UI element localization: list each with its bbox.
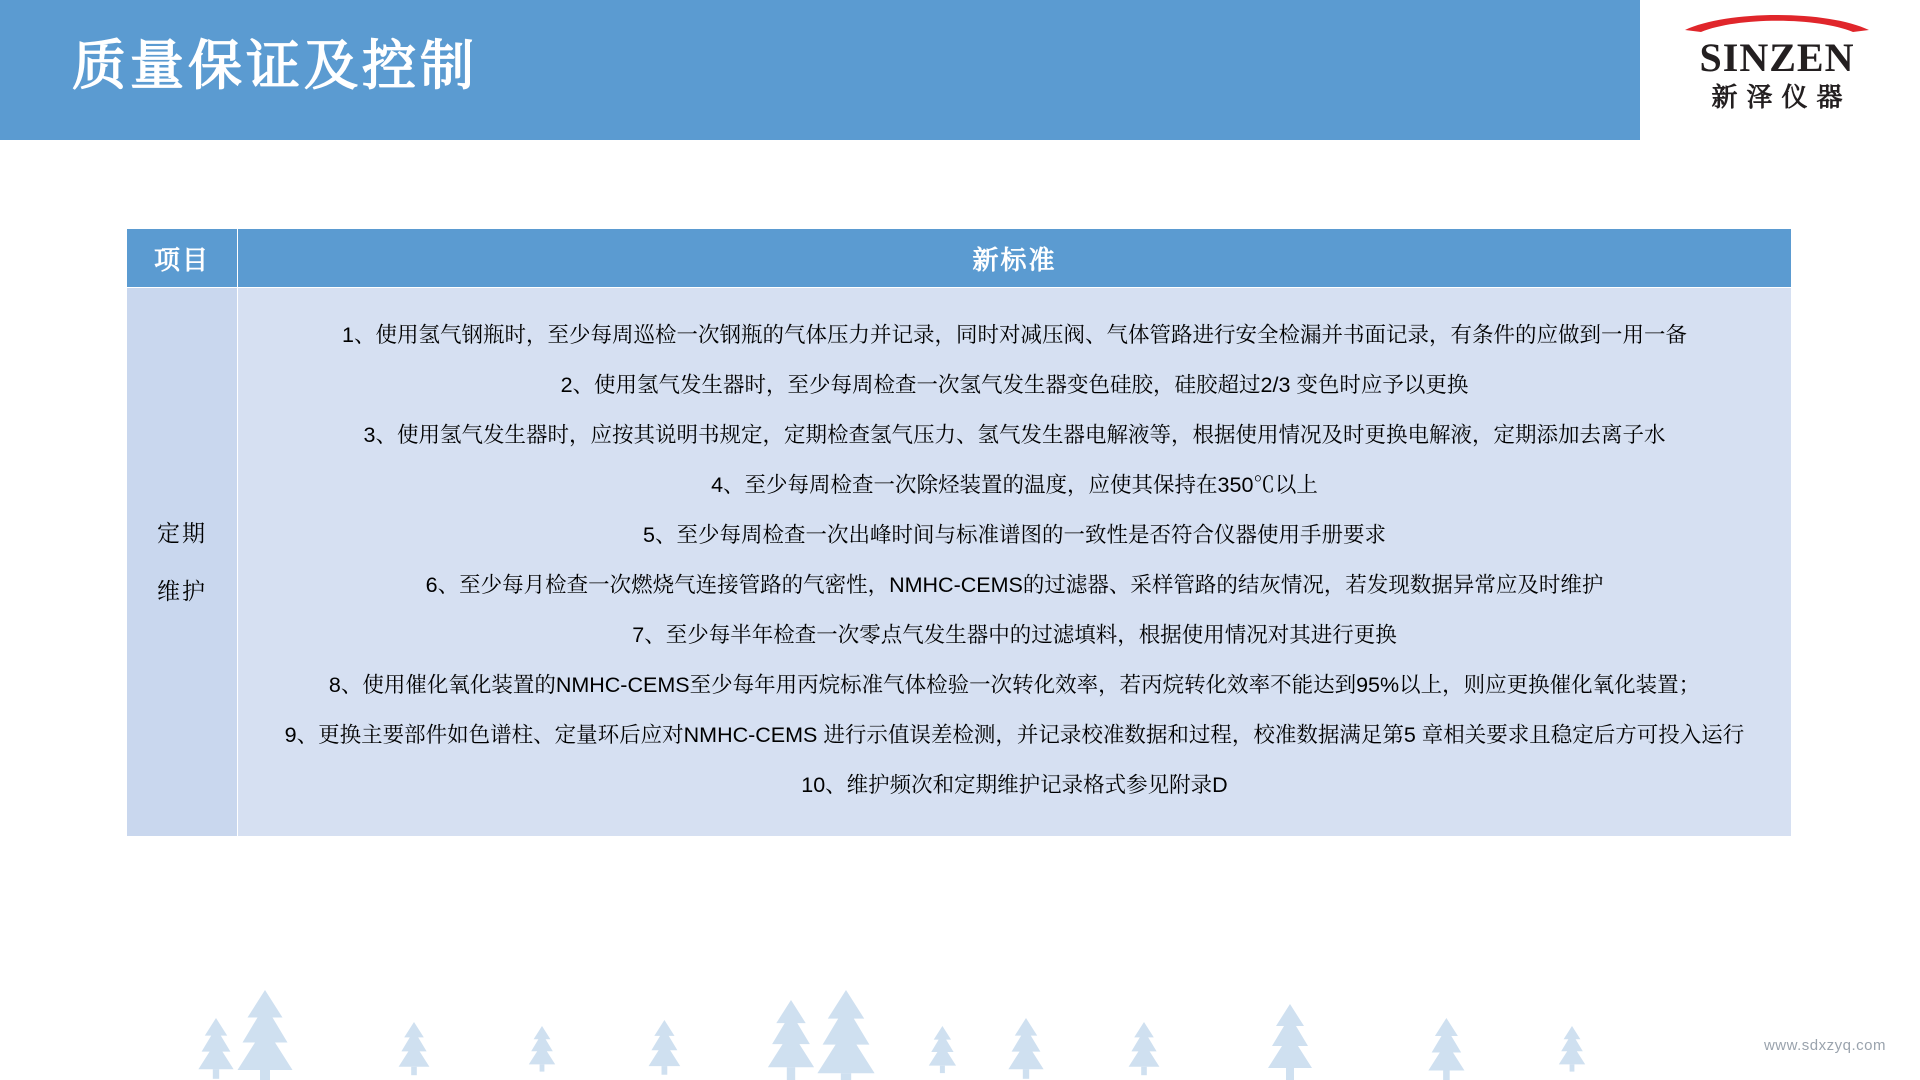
brand-logo (1640, 0, 1920, 140)
list-item: 8、使用催化氧化装置的NMHC-CEMS至少每年用丙烷标准气体检验一次转化效率，若丙烷转化效率不能达到95%以上，则应更换催化氧化装置； (328, 673, 1701, 697)
list-item: 3、使用氢气发生器时，应按其说明书规定，定期检查氢气压力、氢气发生器电解液等，根据使用情况及时更换电解液，定期添加去离子水 (363, 423, 1666, 447)
list-item: 10、维护频次和定期维护记录格式参见附录D (801, 773, 1228, 797)
list-item: 1、使用氢气钢瓶时，至少每周巡检一次钢瓶的气体压力并记录，同时对减压阀、气体管路进行安全检漏并书面记录，有条件的应做到一用一备 (342, 323, 1687, 347)
list-item: 6、至少每月检查一次燃烧气连接管路的气密性，NMHC-CEMS的过滤器、采样管路的结灰情况，若发现数据异常应及时维护 (425, 573, 1604, 597)
list-item: 5、至少每周检查一次出峰时间与标准谱图的一致性是否符合仪器使用手册要求 (643, 523, 1386, 547)
standards-table (126, 228, 1792, 837)
logo-name: SINZEN (1699, 35, 1855, 80)
site-url: www.sdxzyq.com (1763, 1037, 1886, 1054)
list-item: 4、至少每周检查一次除烃装置的温度，应使其保持在350℃以上 (711, 473, 1318, 497)
row-label-line-2: 维护 (157, 578, 207, 604)
list-item: 9、更换主要部件如色谱柱、定量环后应对NMHC-CEMS 进行示值误差检测，并记录校准数据和过程，校准数据满足第5 章相关要求且稳定后方可投入运行 (284, 723, 1745, 747)
column-header-item: 项目 (127, 229, 238, 288)
logo-swoosh-icon (1662, 8, 1892, 34)
row-label-line-1: 定期 (157, 520, 207, 546)
row-label-maintenance (127, 288, 238, 837)
list-item: 2、使用氢气发生器时，至少每周检查一次氢气发生器变色硅胶，硅胶超过2/3 变色时应予以更换 (560, 373, 1469, 397)
table-row (127, 288, 1792, 837)
table-header-row (127, 229, 1792, 288)
list-item: 7、至少每半年检查一次零点气发生器中的过滤填料，根据使用情况对其进行更换 (632, 623, 1397, 647)
column-header-standard: 新标准 (238, 229, 1792, 288)
row-content-maintenance (238, 288, 1792, 837)
tree-decoration-icon (0, 960, 1920, 1080)
page-title: 质量保证及控制 (72, 36, 478, 96)
header-bar (0, 0, 1640, 140)
logo-subtitle: 新泽仪器 (1711, 82, 1852, 112)
